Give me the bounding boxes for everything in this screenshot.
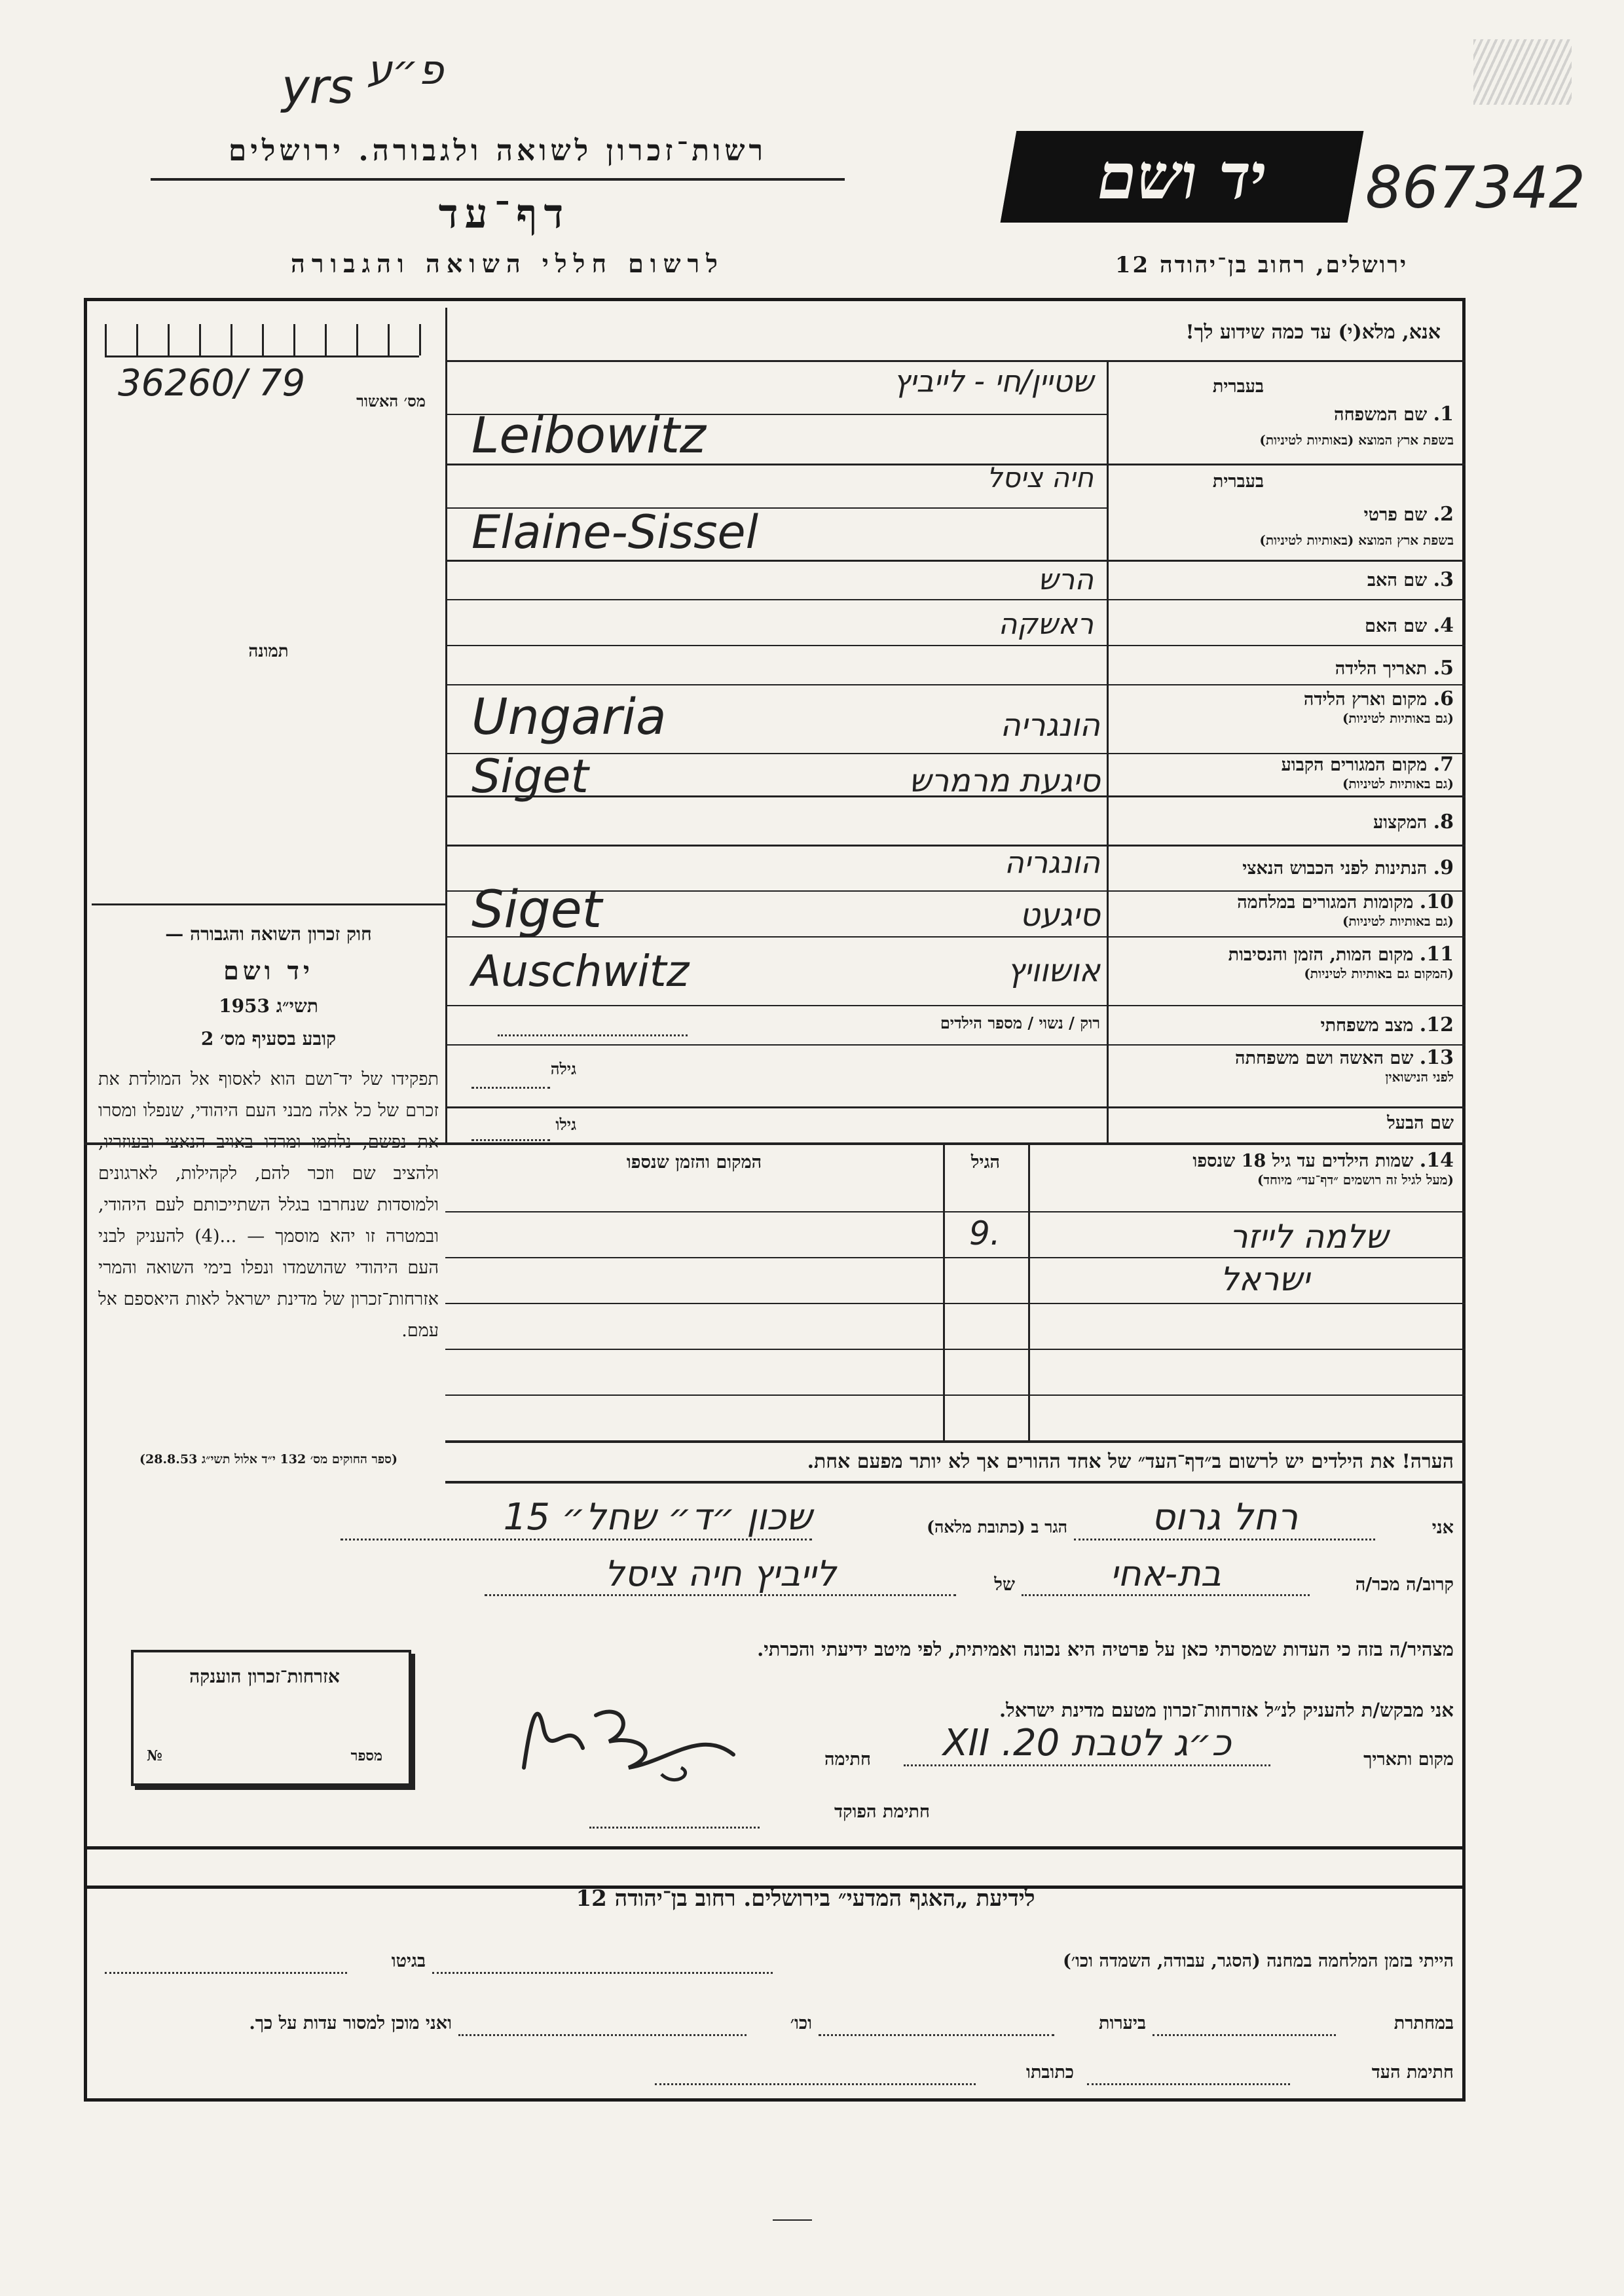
declarant-label: אני (1431, 1518, 1454, 1538)
field-5-title: תאריך הלידה (1335, 659, 1428, 679)
footer-witness-signature-label: חתימת העד (1371, 2062, 1454, 2083)
footer-forest-label: ביערות (1098, 2013, 1146, 2033)
relation-label: קרוב/ה מכר/ה (1355, 1575, 1454, 1595)
law-text: תפקידו של יד־ושם הוא לאסוף אל המולדת את זכרם של כל אלה מבני העם היהודי, שנפלו ומסרו את נפשם, נלחמו ומרדו באויב הנאצי ובעוזריו, ולהציב שם וזכר להם, לקהילות, לארגונים ולמוסדות שנחרבו בגלל השתייכותם לעם היהודי, ובמטרה זו יהא מוסמך — ...(4) להעניק לבני העם היהודי שהושמדו ונפלו בימי השואה והמרי אזרחות־זכרון של מדינת ישראל לאות היאספם אל עמם. (98, 1069, 439, 1341)
citizenship-box-title: אזרחות־זכרון הוענקה (189, 1666, 340, 1687)
field-7-label (1113, 753, 1454, 792)
of-label: של (994, 1575, 1015, 1595)
row-rule-2 (445, 560, 1466, 562)
approval-grid (105, 324, 419, 357)
field-10-title (1113, 890, 1454, 913)
first-name-latin[interactable]: Elaine-Sissel (471, 505, 759, 559)
signature[interactable] (498, 1676, 773, 1794)
field-7-sub: (גם באותיות לטיניות) (1342, 776, 1454, 792)
field-1-hebrew-tag: בעברית (1212, 376, 1264, 397)
field-12-num: 12. (1419, 1013, 1454, 1036)
declarant-address-label: הגר ב (כתובת מלאה) (927, 1518, 1067, 1537)
photo-label: תמונה (248, 642, 289, 661)
footer-frame (84, 1846, 1466, 2102)
field-2-sub: בשפת ארץ המוצא (באותיות לטיניות) (1259, 532, 1454, 548)
law-name: יד ושם (223, 956, 314, 985)
relation-value[interactable]: בת-אחי (1022, 1553, 1310, 1596)
family-name-hebrew[interactable]: שטיין/חי - לייביץ (893, 363, 1094, 399)
field-3-label (1113, 568, 1454, 591)
children-rule-2 (445, 1303, 1466, 1304)
declaration-statement: מצהיר/ה בזה כי העדות שמסרתי כאן על פרטיה היא נכונה ואמיתית, לפי מיטב ידיעתי והכרתי. (757, 1638, 1454, 1660)
father-name[interactable]: הרש (1038, 563, 1094, 596)
field-7-title (1113, 753, 1454, 776)
field-13-title-text: שם האשה ושם משפחתה (1235, 1048, 1414, 1068)
mother-name[interactable]: ראשקה (998, 608, 1094, 641)
death-place-hebrew[interactable]: אושוויץ (1007, 953, 1100, 989)
field-6-num: 6. (1433, 687, 1454, 710)
field-5-label (1113, 657, 1454, 680)
field-10-sub: (גם באותיות לטיניות) (1342, 913, 1454, 929)
approval-number: 36260/ 79 (118, 362, 306, 405)
children-rule-3 (445, 1349, 1466, 1350)
field-1-num: 1. (1433, 403, 1454, 426)
field-4-num: 4. (1433, 614, 1454, 637)
corner-stamp (1473, 39, 1572, 105)
footer-underground-label: במחתרת (1393, 2013, 1454, 2033)
org-name: רשות־זכרון לשואה ולגבורה. ירושלים (228, 134, 767, 168)
citizenship-box (131, 1650, 411, 1786)
law-year: תשי״ג 1953 (219, 995, 318, 1017)
row-rule-4 (445, 645, 1466, 646)
field-10-num: 10. (1419, 890, 1454, 913)
children-rule-1 (445, 1257, 1466, 1258)
children-title-text: שמות הילדים עד גיל 18 שנספו (1192, 1151, 1414, 1171)
field-8-title: המקצוע (1373, 812, 1428, 833)
field-9-label (1113, 856, 1454, 879)
of-name[interactable]: לייביץ חיה ציסל (485, 1553, 956, 1596)
org-underline (151, 178, 845, 181)
footer-etc-label: וכו׳ (790, 2013, 812, 2033)
field-6-sub: (גם באותיות לטיניות) (1342, 710, 1454, 726)
footer-etc-dots[interactable] (458, 2034, 747, 2036)
wife-age-label: גילה (550, 1059, 576, 1078)
field-2-num: 2. (1433, 503, 1454, 526)
citizenship-request: אני מבקש/ת להעניק לנ״ל אזרחות־זכרון מטעם מדינת ישראל. (999, 1699, 1454, 1721)
husband-label: שם הבעל (1387, 1113, 1454, 1133)
children-bottom-rule (445, 1440, 1466, 1443)
children-title (1035, 1149, 1454, 1172)
footer-ghetto-dots[interactable] (105, 1972, 347, 1974)
field-4-label (1113, 614, 1454, 637)
approval-label: מס׳ האשור (356, 392, 426, 410)
signature-label: חתימה (824, 1749, 871, 1770)
children-col-age: הגיל (970, 1152, 1001, 1173)
field-11-title-text: מקום המות, הזמן והנסיבות (1228, 945, 1414, 965)
law-reference: (ספר החוקים מס׳ 132 י״ד אלול תשי״ג 28.8.53) (139, 1452, 397, 1467)
child-1-age[interactable]: 9. (969, 1214, 1001, 1252)
footer-witness-signature-dots[interactable] (1087, 2083, 1290, 2085)
field-9-title: הנתינות לפני הכבוש הנאצי (1242, 858, 1428, 879)
field-1-title (1334, 403, 1454, 426)
footer-line-1: הייתי בזמן המלחמה במחנה (הסגר, עבודה, השמדה וכו׳) (1063, 1951, 1454, 1971)
row-rule-12 (445, 1044, 1466, 1046)
bottom-mark (773, 2219, 812, 2221)
footer-address-label: כתובתו (1026, 2062, 1074, 2083)
footer-address-dots[interactable] (655, 2083, 976, 2085)
field-12-title: מצב משפחתי (1320, 1015, 1414, 1036)
field-7-title-text: מקום המגורים הקבוע (1281, 755, 1428, 775)
row-rule-5 (445, 684, 1466, 685)
corner-number: 867342 (1365, 154, 1585, 221)
footer-underground-dots[interactable] (1153, 2034, 1336, 2036)
form-subtitle: לרשום חללי השואה והגבורה (291, 249, 724, 278)
field-3-title: שם האב (1367, 570, 1428, 591)
footer-forest-dots[interactable] (819, 2034, 1054, 2036)
wartime-residence-latin[interactable]: Siget (471, 881, 602, 939)
children-count-dots[interactable] (498, 1034, 688, 1036)
law-title: חוק זכרון השואה והגבורה — (165, 923, 372, 945)
children-header (1035, 1149, 1454, 1188)
row-rule-11 (445, 1005, 1466, 1006)
left-column-divider (445, 308, 447, 1142)
law-clause: קובע בסעיף מס׳ 2 (200, 1028, 337, 1049)
children-rule-4 (445, 1394, 1466, 1396)
children-col-place: המקום והזמן שנספו (626, 1152, 762, 1173)
child-1-name[interactable]: שלמה לייזר (1229, 1218, 1388, 1256)
citizenship-number-symbol: № (147, 1747, 162, 1764)
yad-vashem-logo: יד ושם (1001, 131, 1364, 223)
field-11-title (1113, 943, 1454, 966)
field-1-sub: בשפת ארץ המוצא (באותיות לטיניות) (1259, 432, 1454, 448)
field-3-num: 3. (1433, 568, 1454, 591)
first-name-hebrew[interactable]: חיה ציסל (986, 462, 1094, 494)
field-2-title (1364, 503, 1454, 526)
field-6-title (1113, 687, 1454, 710)
field-10-title-text: מקומות המגורים במלחמה (1237, 892, 1414, 913)
footer-camp-dots[interactable] (432, 1972, 773, 1974)
form-top-rule (445, 360, 1466, 362)
field-8-label (1113, 811, 1454, 833)
field-6-title-text: מקום וארץ הלידה (1303, 689, 1428, 710)
officer-signature-dots[interactable] (589, 1827, 760, 1829)
note-bottom-rule (445, 1481, 1466, 1484)
row-rule-3 (445, 599, 1466, 600)
place-date-label: מקום ותאריך (1363, 1749, 1454, 1770)
field-5-num: 5. (1433, 657, 1454, 680)
signature-scribble (498, 1676, 773, 1794)
place-date-value[interactable]: כ״ג לטבת 20. XII (904, 1722, 1270, 1766)
field-6-label (1113, 687, 1454, 727)
intro-text: אנא, מלא(י) עד כמה שידוע לך! (1185, 321, 1441, 344)
address-line: ירושלים, רחוב בן־יהודה 12 (1115, 252, 1408, 278)
declarant-address[interactable]: שכון ״ד״ שחל״ 15 (341, 1496, 812, 1540)
footer-testimony-text: ואני מוכן למסור עדות על כך. (249, 2013, 452, 2033)
children-num: 14. (1419, 1149, 1454, 1172)
field-7-num: 7. (1433, 753, 1454, 776)
field-12-label (1113, 1013, 1454, 1036)
field-13-title (1113, 1046, 1454, 1069)
children-title-sub: (מעל לגיל זה רושמים ״דף־עד״ מיוחד) (1257, 1172, 1454, 1188)
field-13-num: 13. (1419, 1046, 1454, 1069)
field-11-label (1113, 943, 1454, 982)
field-11-sub: (המקום גם באותיות לטיניות) (1304, 966, 1454, 981)
birthplace-hebrew[interactable]: הונגריה (1000, 707, 1100, 744)
field-9-num: 9. (1433, 856, 1454, 879)
field-2-hebrew-tag: בעברית (1212, 471, 1264, 492)
citizenship-number-label: מספר (350, 1747, 382, 1764)
nationality[interactable]: הונגריה (1004, 845, 1100, 880)
death-place-latin[interactable]: Auschwitz (471, 946, 690, 996)
residence-hebrew[interactable]: סיגעת מרמרש (909, 763, 1100, 799)
children-top-rule (84, 1142, 1466, 1145)
wife-age-dots[interactable] (471, 1087, 550, 1089)
birthplace-latin[interactable]: Ungaria (471, 687, 667, 746)
officer-signature-label: חתימת הפוקד (834, 1802, 930, 1822)
label-column-divider (1107, 360, 1109, 1142)
field-8-num: 8. (1433, 811, 1454, 833)
marital-status-options: רוק / נשוי / מספר הילדים (940, 1013, 1100, 1032)
residence-latin[interactable]: Siget (471, 750, 589, 803)
child-2-name[interactable]: ישראל (1220, 1260, 1310, 1298)
field-11-num: 11. (1419, 943, 1454, 966)
handwritten-code-hebrew: פ״ע (367, 46, 444, 94)
field-4-title: שם האם (1365, 616, 1428, 636)
husband-age-label: גילו (555, 1115, 576, 1134)
row-rule-13 (445, 1106, 1466, 1108)
declarant-name[interactable]: רחל גרוס (1074, 1496, 1375, 1540)
field-13-sub: לפני הנישואין (1385, 1069, 1454, 1085)
handwritten-code: yrs (282, 59, 354, 114)
field-2-title-text: שם פרטי (1363, 505, 1428, 525)
form-title: דף־עד (438, 190, 570, 238)
family-name-latin[interactable]: Leibowitz (471, 406, 706, 464)
footer-ghetto-label: בגיטו (391, 1951, 426, 1971)
wartime-residence-hebrew[interactable]: סיגעט (1020, 897, 1100, 934)
children-rule-0 (445, 1211, 1466, 1212)
photo-bottom-line (92, 903, 445, 905)
husband-age-dots[interactable] (471, 1139, 550, 1141)
footer-title: לידיעת „האגף המדעי״ בירושלים. רחוב בן־יהודה 12 (576, 1886, 1035, 1912)
field-10-label (1113, 890, 1454, 930)
field-13-label (1113, 1046, 1454, 1085)
field-1-title-text: שם המשפחה (1334, 405, 1428, 425)
note-text: הערה! את הילדים יש לרשום ב״דף־העד״ של אחד ההורים אך לא יותר מפעם אחת. (807, 1450, 1454, 1473)
